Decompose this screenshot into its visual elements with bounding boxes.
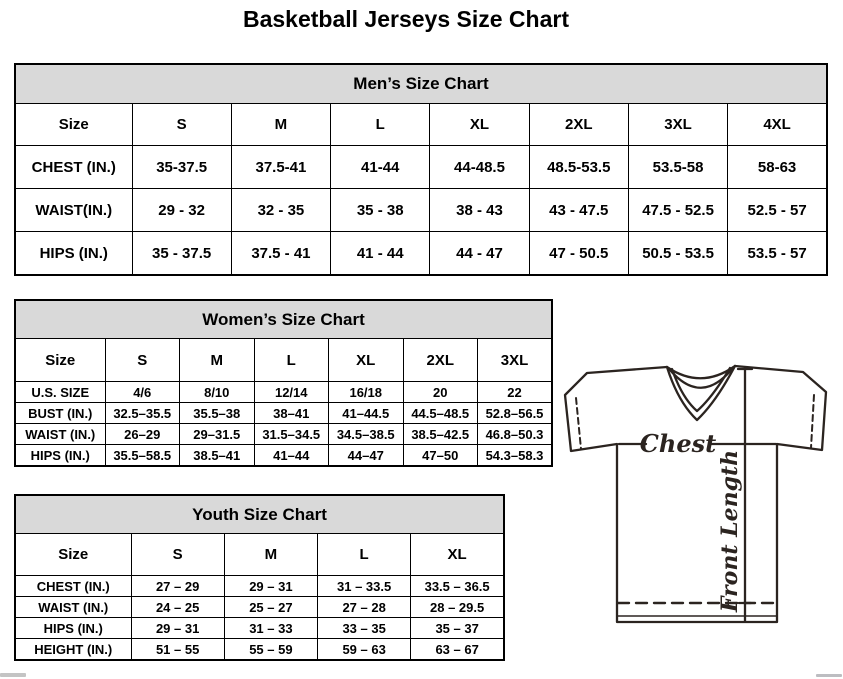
table-cell: 47–50 [403,445,478,467]
column-header: Size [15,339,105,382]
table-cell: 38.5–42.5 [403,424,478,445]
table-cell: 41 - 44 [331,232,430,276]
table-cell: 37.5 - 41 [231,232,330,276]
table-row [15,64,827,104]
table-cell: 25 – 27 [224,597,317,618]
womens-size-table [14,299,553,467]
row-label: HIPS (IN.) [15,618,131,639]
table-row [15,146,827,189]
table-row [15,495,504,534]
right-cuff-dashed-line [811,395,814,448]
table-cell: 29 – 31 [131,618,224,639]
table-cell: 44–47 [329,445,404,467]
column-header: 4XL [728,104,827,146]
column-header: S [105,339,180,382]
jersey-diagram [558,360,830,625]
column-header: M [224,534,317,576]
table-cell: 35-37.5 [132,146,231,189]
table-cell: 22 [478,382,553,403]
row-label: U.S. SIZE [15,382,105,403]
table-row [15,189,827,232]
table-cell: 48.5-53.5 [529,146,628,189]
table-cell: 24 – 25 [131,597,224,618]
row-label: BUST (IN.) [15,403,105,424]
table-cell: 31 – 33 [224,618,317,639]
youth-size-table [14,494,505,661]
table-cell: 32 - 35 [231,189,330,232]
table-cell: 27 – 28 [318,597,411,618]
column-header: S [132,104,231,146]
table-cell: 32.5–35.5 [105,403,180,424]
jersey-outline [565,366,826,622]
table-row [15,403,552,424]
table-cell: 54.3–58.3 [478,445,553,467]
table-cell: 44 - 47 [430,232,529,276]
table-cell: 4/6 [105,382,180,403]
table-row [15,300,552,339]
table-cell: 41–44 [254,445,329,467]
column-header: M [231,104,330,146]
column-header: 2XL [529,104,628,146]
table-row [15,382,552,403]
table-cell: 38.5–41 [180,445,255,467]
horizontal-scrollbar-left-fragment[interactable] [0,673,26,677]
table-cell: 37.5-41 [231,146,330,189]
table-row [15,639,504,661]
row-label: WAIST (IN.) [15,424,105,445]
table-cell: 55 – 59 [224,639,317,661]
row-label: HIPS (IN.) [15,445,105,467]
table-cell: 44-48.5 [430,146,529,189]
row-label: WAIST(IN.) [15,189,132,232]
column-header: XL [411,534,504,576]
column-header: S [131,534,224,576]
row-label: HEIGHT (IN.) [15,639,131,661]
table-cell: 20 [403,382,478,403]
table-cell: 38–41 [254,403,329,424]
table-row [15,232,827,276]
table-cell: 41–44.5 [329,403,404,424]
row-label: HIPS (IN.) [15,232,132,276]
mens-chart-title: Men’s Size Chart [15,64,827,104]
table-cell: 58-63 [728,146,827,189]
table-cell: 52.5 - 57 [728,189,827,232]
table-cell: 43 - 47.5 [529,189,628,232]
table-row [15,534,504,576]
table-cell: 35.5–38 [180,403,255,424]
table-cell: 28 – 29.5 [411,597,504,618]
horizontal-scrollbar-right-fragment[interactable] [816,674,842,677]
column-header: 3XL [628,104,727,146]
column-header: L [331,104,430,146]
table-cell: 52.8–56.5 [478,403,553,424]
table-cell: 33.5 – 36.5 [411,576,504,597]
table-cell: 29 – 31 [224,576,317,597]
table-cell: 35 – 37 [411,618,504,639]
table-cell: 8/10 [180,382,255,403]
table-cell: 16/18 [329,382,404,403]
table-cell: 12/14 [254,382,329,403]
table-row [15,339,552,382]
table-cell: 31 – 33.5 [318,576,411,597]
table-row [15,597,504,618]
table-cell: 51 – 55 [131,639,224,661]
womens-chart-title: Women’s Size Chart [15,300,552,339]
table-row [15,618,504,639]
column-header: 2XL [403,339,478,382]
table-cell: 35 - 38 [331,189,430,232]
table-cell: 33 – 35 [318,618,411,639]
column-header: 3XL [478,339,553,382]
table-cell: 46.8–50.3 [478,424,553,445]
table-cell: 47.5 - 52.5 [628,189,727,232]
front-length-label: Front Length [717,449,743,613]
youth-chart-title: Youth Size Chart [15,495,504,534]
left-cuff-dashed-line [576,398,581,449]
table-cell: 44.5–48.5 [403,403,478,424]
table-cell: 31.5–34.5 [254,424,329,445]
table-row [15,576,504,597]
table-cell: 63 – 67 [411,639,504,661]
row-label: WAIST (IN.) [15,597,131,618]
table-row [15,104,827,146]
table-cell: 50.5 - 53.5 [628,232,727,276]
table-cell: 47 - 50.5 [529,232,628,276]
table-row [15,424,552,445]
table-cell: 26–29 [105,424,180,445]
table-row [15,445,552,467]
column-header: Size [15,534,131,576]
column-header: XL [329,339,404,382]
table-cell: 29 - 32 [132,189,231,232]
column-header: XL [430,104,529,146]
mens-size-table [14,63,828,276]
table-cell: 59 – 63 [318,639,411,661]
table-cell: 35 - 37.5 [132,232,231,276]
table-cell: 41-44 [331,146,430,189]
chest-label: Chest [639,429,717,458]
row-label: CHEST (IN.) [15,146,132,189]
table-cell: 29–31.5 [180,424,255,445]
table-cell: 53.5-58 [628,146,727,189]
table-cell: 35.5–58.5 [105,445,180,467]
table-cell: 27 – 29 [131,576,224,597]
table-cell: 53.5 - 57 [728,232,827,276]
column-header: M [180,339,255,382]
page-title: Basketball Jerseys Size Chart [242,6,569,32]
table-cell: 34.5–38.5 [329,424,404,445]
column-header: L [318,534,411,576]
column-header: L [254,339,329,382]
table-cell: 38 - 43 [430,189,529,232]
column-header: Size [15,104,132,146]
row-label: CHEST (IN.) [15,576,131,597]
